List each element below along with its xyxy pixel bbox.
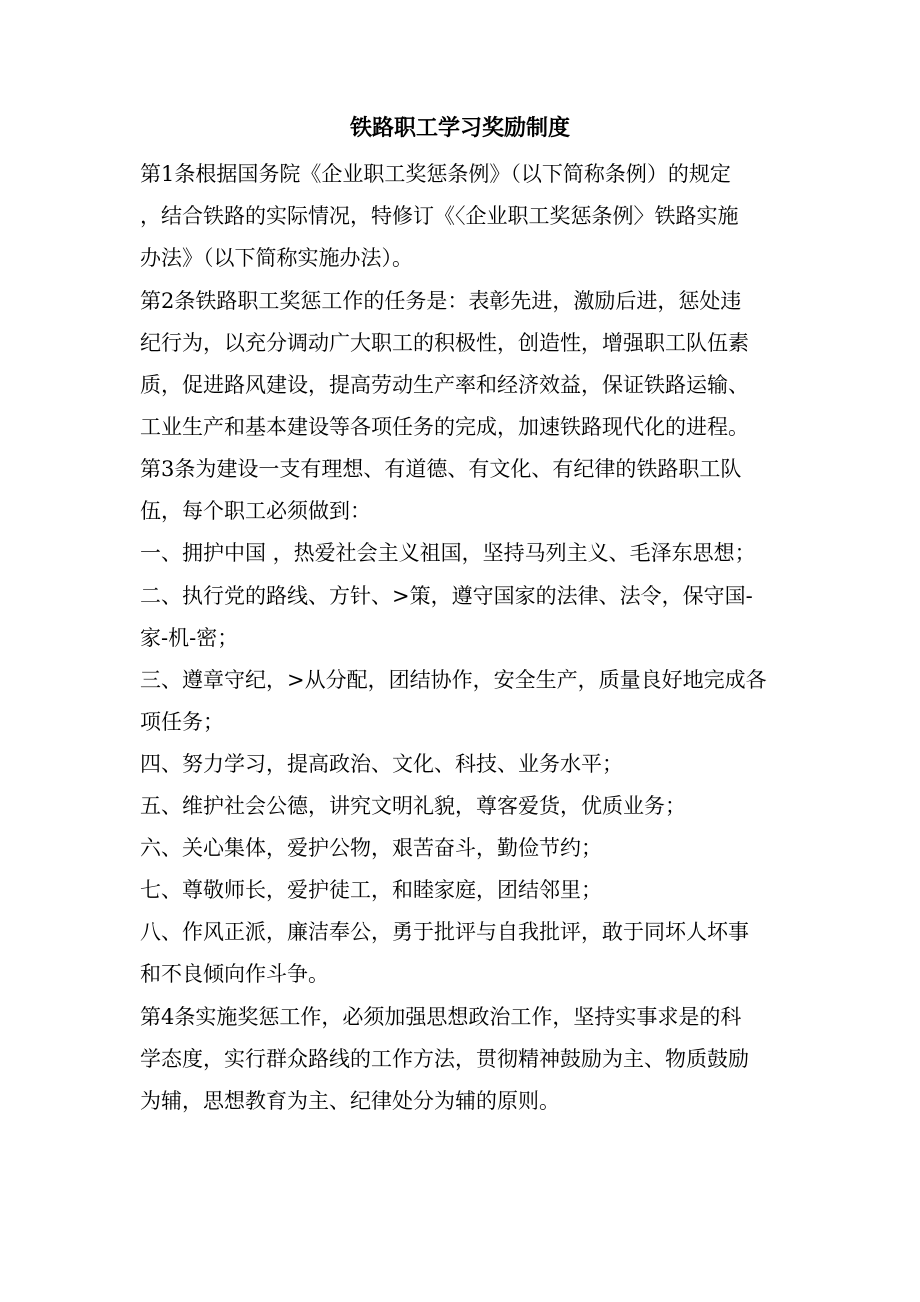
text-line: ，结合铁路的实际情况，特修订《〈企业职工奖惩条例〉铁路实施 (140, 204, 739, 228)
text-line: 第1条根据国务院《企业职工奖惩条例》（以下简称条例）的规定 (140, 162, 731, 186)
text-line: 伍，每个职工必须做到： (140, 499, 371, 523)
document-title: 铁路职工学习奖励制度 (349, 115, 570, 141)
text-line: 八、作风正派，廉洁奉公，勇于批评与自我批评，敢于同坏人坏事 (140, 920, 749, 944)
text-line: 工业生产和基本建设等各项任务的完成，加速铁路现代化的进程。 (140, 415, 749, 439)
text-line: 学态度，实行群众路线的工作方法，贯彻精神鼓励为主、物质鼓励 (140, 1047, 749, 1071)
text-line: 纪行为，以充分调动广大职工的积极性，创造性，增强职工队伍素 (140, 331, 749, 355)
text-line: 第3条为建设一支有理想、有道德、有文化、有纪律的铁路职工队 (140, 457, 742, 481)
text-line: 项任务； (140, 710, 224, 734)
text-line: 质，促进路风建设，提高劳动生产率和经济效益，保证铁路运输、 (140, 373, 749, 397)
text-line: 二、执行党的路线、方针、>策，遵守国家的法律、法令，保守国- (140, 584, 753, 608)
text-line: 家-机-密； (140, 626, 239, 650)
text-line: 和不良倾向作斗争。 (140, 962, 329, 986)
text-line: 三、遵章守纪，>从分配，团结协作，安全生产，质量良好地完成各 (140, 668, 767, 692)
text-line: 七、尊敬师长，爱护徒工，和睦家庭，团结邻里； (140, 878, 602, 902)
text-line: 六、关心集体，爱护公物，艰苦奋斗，勤俭节约； (140, 836, 602, 860)
text-line: 为辅，思想教育为主、纪律处分为辅的原则。 (140, 1089, 560, 1113)
text-line: 第2条铁路职工奖惩工作的任务是：表彰先进，激励后进，惩处违 (140, 289, 742, 313)
text-line: 五、维护社会公德，讲究文明礼貌，尊客爱货，优质业务； (140, 794, 686, 818)
text-line: 四、努力学习，提高政治、文化、科技、业务水平； (140, 752, 623, 776)
text-line: 一、拥护中国 ，热爱社会主义祖国，坚持马列主义、毛泽东思想； (140, 541, 756, 565)
text-line: 办法》（以下简称实施办法）。 (140, 246, 413, 270)
text-line: 第4条实施奖惩工作，必须加强思想政治工作，坚持实事求是的科 (140, 1005, 742, 1029)
